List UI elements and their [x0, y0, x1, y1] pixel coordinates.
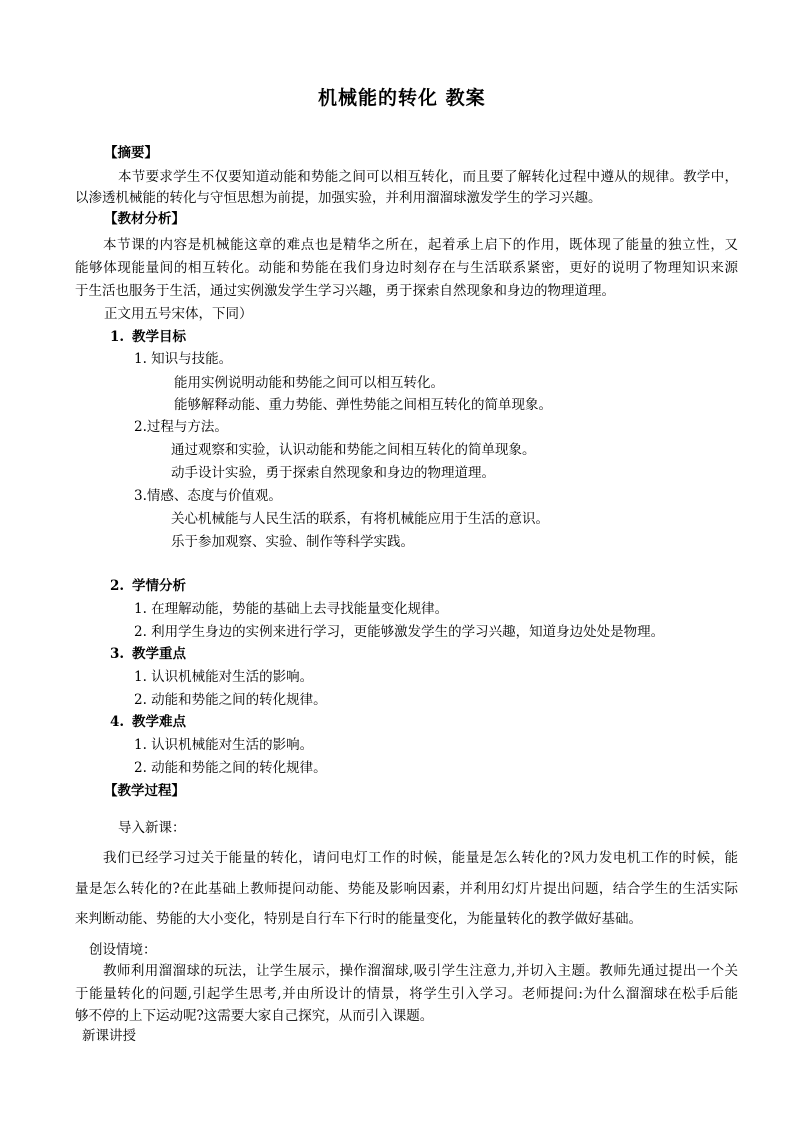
section1-sub1-item1: 能用实例说明动能和势能之间可以相互转化。 — [174, 375, 444, 391]
section4-number: 4. — [110, 714, 125, 730]
process-heading: 【教学过程】 — [104, 783, 185, 799]
intro-line-2: 量是怎么转化的?在此基础上教师提问动能、势能及影响因素，并利用幻灯片提出问题，结合学生的生活实际 — [75, 881, 738, 897]
section3-item1: 1. 认识机械能对生活的影响。 — [134, 669, 314, 685]
section2-number: 2. — [110, 578, 125, 594]
section1-sub3: 3.情感、态度与价值观。 — [134, 488, 282, 504]
document-title: 机械能的转化 教案 — [318, 87, 486, 109]
intro-label: 导入新课： — [118, 820, 186, 836]
section4-item1: 1. 认识机械能对生活的影响。 — [134, 737, 314, 753]
section2-item2: 2. 利用学生身边的实例来进行学习，更能够激发学生的学习兴趣，知道身边处处是物理。 — [134, 624, 665, 640]
analysis-line-1: 本节课的内容是机械能这章的难点也是精华之所在，起着承上启下的作用，既体现了能量的独立性，又 — [103, 237, 738, 253]
section4-item2: 2. 动能和势能之间的转化规律。 — [134, 760, 327, 776]
scene-line-1: 教师利用溜溜球的玩法，让学生展示，操作溜溜球,吸引学生注意力,并切入主题。教师先通过提出一个关 — [103, 963, 738, 979]
analysis-line-2: 能够体现能量间的相互转化。动能和势能在我们身边时刻存在与生活联系紧密，更好的说明了物理知识来源 — [75, 260, 738, 276]
abstract-line-2: 以渗透机械能的转化与守恒思想为前提，加强实验，并利用溜溜球激发学生的学习兴趣。 — [75, 190, 602, 206]
section2-heading: 学情分析 — [132, 578, 186, 594]
section3-number: 3. — [110, 646, 125, 662]
section1-sub2-item2: 动手设计实验，勇于探索自然现象和身边的物理道理。 — [171, 465, 495, 481]
analysis-note: 正文用五号宋体，下同） — [104, 306, 253, 322]
section3-item2: 2. 动能和势能之间的转化规律。 — [134, 692, 327, 708]
analysis-line-3: 于生活也服务于生活，通过实例激发学生学习兴趣，勇于探索自然现象和身边的物理道理。 — [75, 283, 615, 299]
scene-line-3: 够不停的上下运动呢?这需要大家自己探究，从而引入课题。 — [75, 1008, 434, 1024]
abstract-heading: 【摘要】 — [104, 145, 158, 161]
section1-sub2-item1: 通过观察和实验，认识动能和势能之间相互转化的简单现象。 — [171, 442, 536, 458]
section4-heading: 教学难点 — [132, 714, 186, 730]
section1-sub3-item2: 乐于参加观察、实验、制作等科学实践。 — [171, 534, 414, 550]
section1-sub1-item2: 能够解释动能、重力势能、弹性势能之间相互转化的简单现象。 — [174, 397, 552, 413]
section1-sub2: 2.过程与方法。 — [134, 419, 228, 435]
section2-item1: 1. 在理解动能，势能的基础上去寻找能量变化规律。 — [134, 601, 449, 617]
scene-label: 创设情境： — [89, 942, 157, 958]
intro-line-3: 来判断动能、势能的大小变化，特别是自行车下行时的能量变化，为能量转化的教学做好基础。 — [75, 911, 642, 927]
section3-heading: 教学重点 — [132, 646, 186, 662]
section1-sub1: 1. 知识与技能。 — [134, 351, 233, 367]
analysis-heading: 【教材分析】 — [104, 211, 185, 227]
abstract-line-1: 本节要求学生不仅要知道动能和势能之间可以相互转化，而且要了解转化过程中遵从的规律。教学中， — [118, 169, 738, 185]
section1-number: 1. — [110, 329, 125, 345]
new-lesson-label: 新课讲授 — [82, 1028, 136, 1044]
scene-line-2: 于能量转化的问题,引起学生思考,并由所设计的情景，将学生引入学习。老师提问:为什么溜溜球在松手后能 — [75, 986, 738, 1002]
section1-sub3-item1: 关心机械能与人民生活的联系，有将机械能应用于生活的意识。 — [171, 511, 549, 527]
intro-line-1: 我们已经学习过关于能量的转化，请问电灯工作的时候，能量是怎么转化的?风力发电机工作的时候，能 — [103, 850, 738, 866]
section1-heading: 教学目标 — [132, 329, 186, 345]
